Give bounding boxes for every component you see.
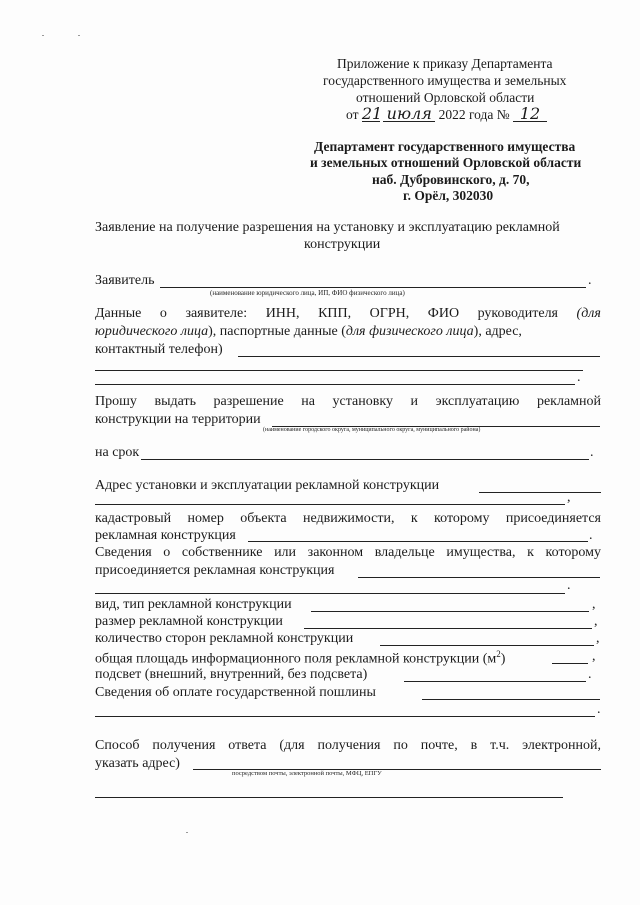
type-field[interactable] bbox=[311, 611, 589, 612]
cadastral-field[interactable] bbox=[248, 541, 588, 542]
applicant-data-word: заявителе: bbox=[185, 306, 248, 321]
response-hint: посредством почты, электронной почты, МФЦ, ЕПГУ bbox=[232, 770, 382, 777]
area-label bbox=[95, 649, 505, 668]
passport-text: ), паспортные данные ( bbox=[208, 324, 346, 339]
date-year: 2022 года № bbox=[438, 107, 510, 122]
fee-period: . bbox=[597, 702, 601, 717]
applicant-data-word: о bbox=[159, 306, 167, 321]
owner-line-2: присоединяется рекламная конструкция bbox=[95, 563, 335, 578]
applicant-data-period: . bbox=[577, 370, 581, 385]
addressee-line-4: г. Орёл, 302030 bbox=[403, 188, 494, 203]
type-comma: , bbox=[592, 597, 596, 612]
address-comma: , bbox=[567, 490, 571, 505]
applicant-data-word: руководителя bbox=[477, 306, 558, 321]
cadastral-period: . bbox=[589, 528, 593, 543]
applicant-data-line-3: контактный телефон) bbox=[95, 342, 223, 357]
sides-label: количество сторон рекламной конструкции bbox=[95, 631, 354, 646]
applicant-data-field-3[interactable] bbox=[95, 384, 575, 385]
area-label-close: ) bbox=[500, 651, 506, 667]
light-period: . bbox=[588, 667, 592, 682]
fee-label: Сведения об оплате государственной пошлины bbox=[95, 685, 376, 700]
applicant-data-line-1 bbox=[95, 306, 601, 322]
scan-speck bbox=[42, 35, 44, 36]
size-label: размер рекламной конструкции bbox=[95, 614, 283, 629]
size-comma: , bbox=[594, 614, 598, 629]
address-label: Адрес установки и эксплуатации рекламной конструкции bbox=[95, 478, 440, 493]
appendix-date-line bbox=[346, 106, 547, 123]
area-unit-superscript: 2 bbox=[496, 649, 501, 659]
addressee-line-2: и земельных отношений Орловской области bbox=[310, 155, 582, 170]
applicant-label: Заявитель bbox=[95, 273, 155, 288]
legal-entity-text: юридического лица bbox=[95, 324, 209, 339]
area-comma: , bbox=[592, 649, 596, 664]
fee-field-1[interactable] bbox=[422, 699, 600, 700]
appendix-line-1: Приложение к приказу Департамента bbox=[337, 56, 553, 71]
document-title-line-2: конструкции bbox=[304, 237, 381, 252]
applicant-data-word: (для bbox=[576, 306, 601, 321]
owner-period: . bbox=[567, 578, 571, 593]
address-field-1[interactable] bbox=[479, 492, 601, 493]
size-field[interactable] bbox=[304, 628, 592, 629]
applicant-data-field-1[interactable] bbox=[238, 356, 600, 357]
request-line-1: Прошу выдать разрешение на установку и эксплуатацию рекламной bbox=[95, 394, 601, 409]
applicant-hint: (наименование юридического лица, ИП, ФИО физического лица) bbox=[210, 289, 405, 297]
cadastral-line-1: кадастровый номер объекта недвижимости, к которому присоединяется bbox=[95, 511, 601, 526]
applicant-field[interactable] bbox=[160, 287, 586, 288]
type-label: вид, тип рекламной конструкции bbox=[95, 597, 292, 612]
area-field[interactable] bbox=[552, 663, 588, 664]
scan-speck bbox=[78, 35, 80, 36]
applicant-data-word: ИНН, bbox=[265, 306, 300, 321]
applicant-data-word: Данные bbox=[95, 306, 142, 321]
address-text: ), адрес, bbox=[473, 324, 522, 339]
cadastral-line-2: рекламная конструкция bbox=[95, 528, 236, 543]
owner-line-1: Сведения о собственнике или законном владельце имущества, к которому bbox=[95, 545, 601, 560]
applicant-data-field-2[interactable] bbox=[95, 370, 583, 371]
date-month: июля bbox=[383, 106, 435, 122]
request-line-2: конструкции на территории bbox=[95, 412, 261, 427]
applicant-data-word: ОГРН, bbox=[369, 306, 410, 321]
response-line-1: Способ получения ответа (для получения по почте, в т.ч. электронной, bbox=[95, 738, 601, 753]
response-field-2[interactable] bbox=[95, 797, 563, 798]
light-field[interactable] bbox=[404, 681, 586, 682]
document-title-line-1: Заявление на получение разрешения на установку и эксплуатацию рекламной bbox=[95, 220, 560, 235]
owner-field-2[interactable] bbox=[95, 593, 565, 594]
fee-field-2[interactable] bbox=[95, 716, 595, 717]
scan-speck bbox=[186, 832, 188, 833]
date-number: 12 bbox=[513, 106, 547, 122]
applicant-period: . bbox=[588, 273, 592, 288]
sides-field[interactable] bbox=[380, 645, 594, 646]
light-label: подсвет (внешний, внутренний, без подсвета) bbox=[95, 667, 368, 682]
address-field-2[interactable] bbox=[95, 504, 565, 505]
term-label: на срок bbox=[95, 445, 140, 460]
term-field[interactable] bbox=[141, 459, 589, 460]
term-period: . bbox=[590, 445, 594, 460]
owner-field-1[interactable] bbox=[358, 577, 600, 578]
appendix-line-2: государственного имущества и земельных bbox=[323, 73, 567, 88]
response-line-2: указать адрес) bbox=[95, 756, 180, 771]
addressee-line-1: Департамент государственного имущества bbox=[314, 139, 576, 154]
territory-hint: (наименование городского округа, муниципального округа, муниципального района) bbox=[263, 427, 481, 433]
area-label-text: общая площадь информационного поля рекламной конструкции (м bbox=[95, 651, 497, 667]
applicant-data-word: КПП, bbox=[318, 306, 352, 321]
applicant-data-line-2 bbox=[95, 324, 522, 340]
appendix-line-3: отношений Орловской области bbox=[356, 90, 535, 105]
addressee-line-3: наб. Дубровинского, д. 70, bbox=[372, 172, 530, 187]
date-day: 21 bbox=[361, 104, 383, 123]
date-prefix: от bbox=[346, 107, 359, 122]
individual-text: для физического лица bbox=[345, 324, 474, 339]
sides-comma: , bbox=[596, 631, 600, 646]
applicant-data-word: ФИО bbox=[427, 306, 460, 321]
